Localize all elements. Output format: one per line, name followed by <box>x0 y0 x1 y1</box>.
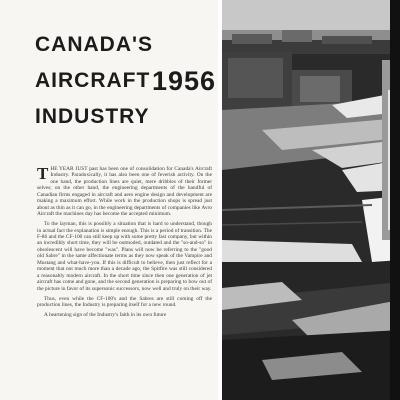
drop-cap: T <box>37 166 49 183</box>
paragraph-3: Thus, even while the CF-100's and the Sabres are still coming off the production lines, the Industry is preparing itself for a new round. <box>37 295 212 309</box>
paragraph-1 <box>37 166 212 218</box>
lead-in: HE YEAR JUST <box>50 166 88 172</box>
article-body <box>37 166 212 400</box>
title-line-3: INDUSTRY <box>35 105 150 128</box>
airfield-photo-graphic <box>222 0 400 400</box>
title-line-2: AIRCRAFT <box>35 69 151 92</box>
paragraph-1-text: past has been one of consolidation for Canada's Aircraft Industry. Paradoxically, it has also been one of feverish activity. On the one hand, the production lines are quiet, mere dribbles of their former selves; on the other hand, the engineering departments of the handful of Canadian firms engaged in aircraft and aero engine design and development are making a maximum effort. While work in the production shops is spread just about as thin as it can go, in the engineering departments of companies like Avro Aircraft the machines day has become the accepted minimum. <box>37 166 212 218</box>
year-heading: 1956 <box>152 66 217 96</box>
airfield-photo <box>222 0 400 400</box>
paragraph-4: A heartening sign of the Industry's faith in its own future <box>44 312 167 319</box>
paragraph-2: To the layman, this is possibly a situation that is hard to understand, though in actual fact the explanation is simple enough. This is a period of transition. The F-86 and the CF-100 can still keep up with some pretty fast company, but within an incredibly short time, they will be outmoded, outdated and the "so-and-so" in obsolescent will have become "was". Plans will now be referring to the "good old Sabre" in the same affectionate terms as they now speak of the Vampire and Mustang and what-have-you. If this is difficult to believe, then just reflect for a moment that not much more than a decade ago, the Spitfire was still considered a reasonably modern aircraft. In the short time since then one generation of jet aircraft has come and gone, and the second generation is preparing to bow out of the picture in favor of its supersonic successors, now well and truly on their way. <box>37 221 212 292</box>
title-line-1: CANADA'S <box>35 33 153 56</box>
